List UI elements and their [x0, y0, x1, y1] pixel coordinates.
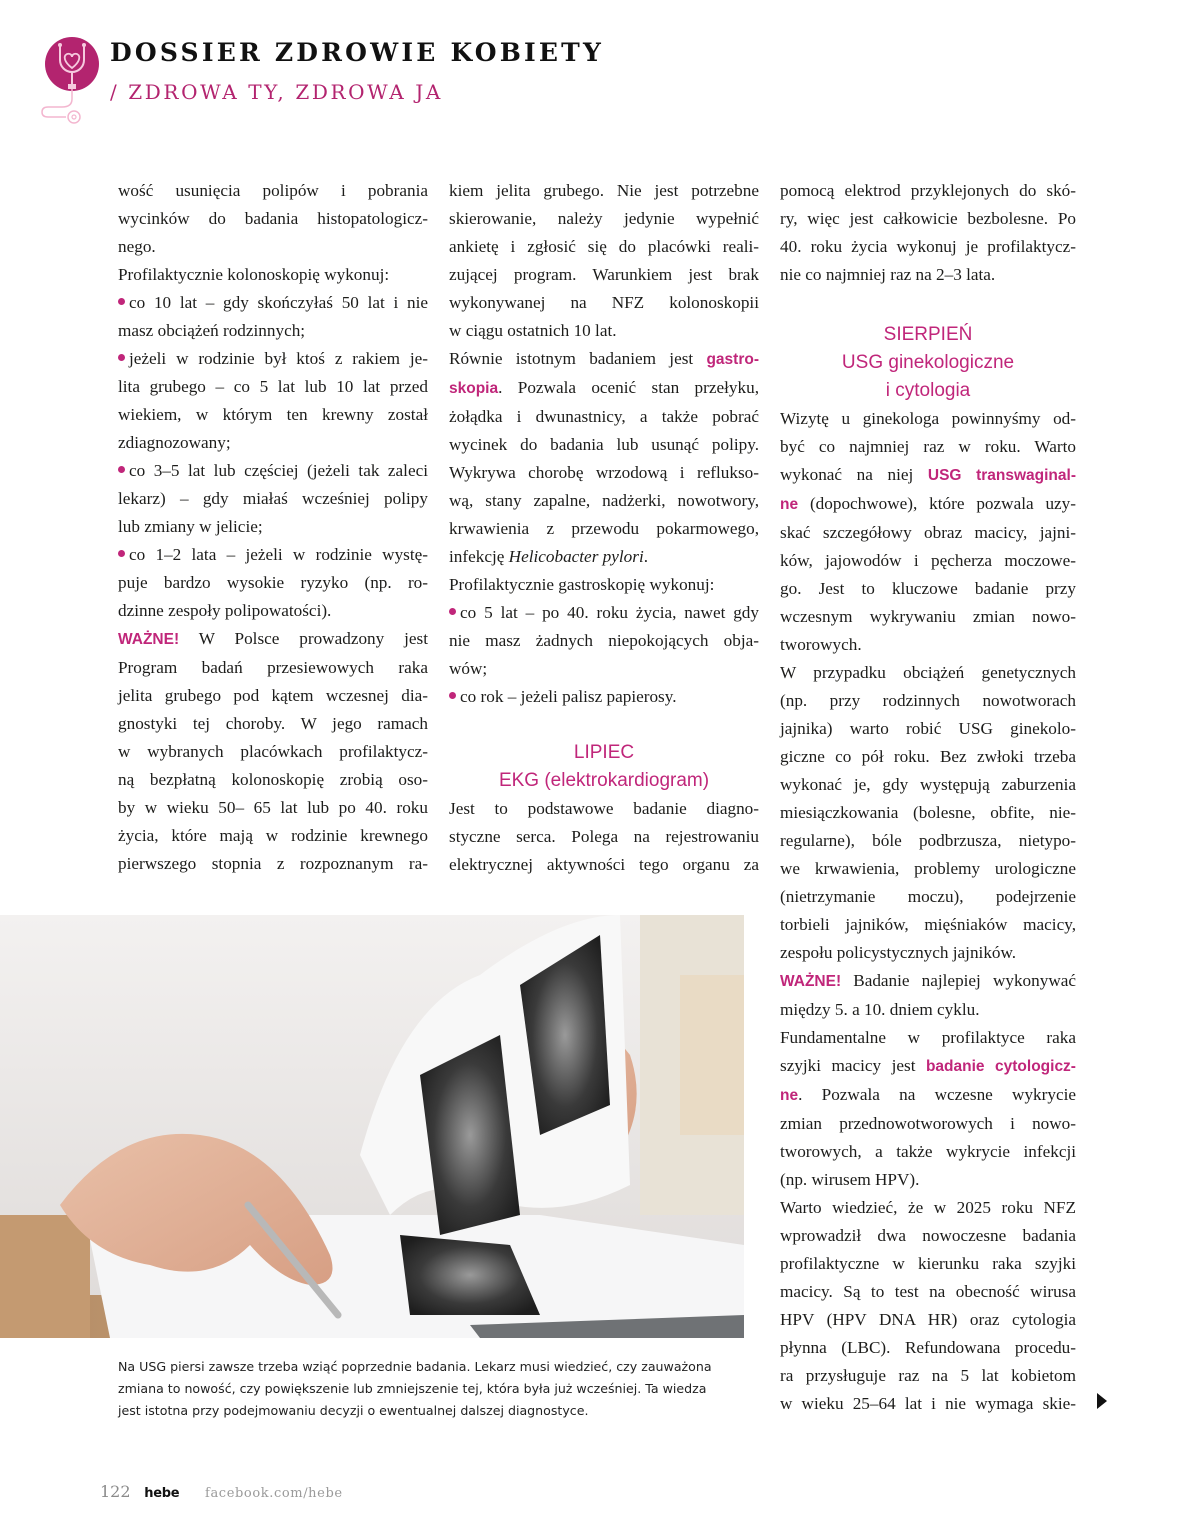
bullet-icon — [449, 692, 456, 699]
list-item: co 1–2 lata – jeżeli w rodzinie wystę- puje bardzo wysokie ryzyko (np. ro- dzinne zespoły polipowatości). — [118, 545, 428, 620]
page-subtitle: / ZDROWA TY, ZDROWA JA — [110, 80, 443, 104]
photo-caption: Na USG piersi zawsze trzeba wziąć poprzednie badania. Lekarz musi wiedzieć, czy zauważona zmiana to nowość, czy powiększenie lub zmniejszenie tej, która była już wcześniej. Ta wiedza jest istotna przy podejmowaniu decyzji o ewentualnej dalszej diagnostyce. — [118, 1359, 712, 1418]
paragraph-ekg-continued: pomocą elektrod przyklejonych do skó- ry, więc jest całkowicie bezbolesne. Po 40. roku życia wykonuj je profilaktycz- nie co najmniej raz na 2–3 lata. — [780, 181, 1076, 284]
bullet-icon — [118, 466, 125, 473]
page-title: DOSSIER ZDROWIE KOBIETY — [110, 38, 605, 67]
arrow-right-icon — [1097, 1393, 1107, 1409]
bullet-icon — [449, 608, 456, 615]
bullet-icon — [118, 550, 125, 557]
important-note: WAŻNE! Badanie najlepiej wykonywać między 5. a 10. dniem cyklu. — [780, 971, 1076, 1019]
paragraph-usg: Wizytę u ginekologa powinnyśmy od- być co najmniej raz w roku. Warto wykonać na niej USG transwaginal- ne (dopochwowe), które pozwala uzy- skać szczegółowy obraz macicy, jajni- ków, jajowodów i pęcherza moczowe- go. Jest to kluczowe badanie przy wczesnym wykrywaniu zmian nowo- tworowych. — [780, 409, 1076, 654]
article-photo — [0, 915, 744, 1338]
list-item: co 10 lat – gdy skończyłaś 50 lat i nie masz obciążeń rodzinnych; — [118, 293, 428, 340]
paragraph-genetic: W przypadku obciążeń genetycznych (np. przy rodzinnych nowotworach jajnika) warto robić USG ginekolo- giczne co pół roku. Bez zwłoki trzeba wykonać je, gdy występują zaburzenia miesiączkowania (bolesne, obfite, nie- regularne), bóle podbrzusza, nietypo- we krwawienia, problemy urologiczne (nietrzymanie moczu), podejrzenie torbieli jajników, mięśniaków macicy, zespołu policystycznych jajników. — [780, 663, 1076, 962]
bullet-list — [118, 289, 428, 625]
list-intro: Profilaktycznie gastroskopię wykonuj: — [449, 575, 715, 594]
stethoscope-heart-icon — [38, 32, 102, 132]
list-intro: Profilaktycznie kolonoskopię wykonuj: — [118, 265, 390, 284]
paragraph-screening-program: kiem jelita grubego. Nie jest potrzebne skierowanie, należy jedynie wypełnić ankietę i zgłosić się do placówki reali- zującej program. Warunkiem jest brak wykonywanej na NFZ kolonoskopii w ciągu ostatnich 10 lat. — [449, 181, 759, 340]
section-exam: EKG (elektrokardiogram) — [498, 770, 710, 791]
paragraph-nfz-2025: Warto wiedzieć, że w 2025 roku NFZ wprowadził dwa nowoczesne badania profilaktyczne w kierunku raka szyjki macicy. Są to test na obecność wirusa HPV (HPV DNA HR) oraz cytologia płynna (LBC). Refundowana procedu- ra przysługuje raz na 5 lat kobietom w wieku 25–64 lat i nie wymaga skie- — [780, 1198, 1076, 1413]
article-column-2 — [449, 177, 759, 879]
list-item: co 5 lat – po 40. roku życia, nawet gdy nie masz żadnych niepokojących obja- wów; — [449, 603, 759, 678]
brand-logo: hebe — [144, 1486, 180, 1501]
list-item: co rok – jeżeli palisz papierosy. — [449, 683, 759, 711]
highlight-cytology: badanie cytologicz- — [925, 1058, 1076, 1075]
paragraph-gastroscopy: Równie istotnym badaniem jest gastro- skopia. Pozwala ocenić stan przełyku, żołądka i dwunastnicy, a także pobrać wycinek do badania lub usunąć polipy. Wykrywa chorobę wrzodową i reflukso- wą, stany zapalne, nadżerki, nowotwory, krwawienia z przewodu pokarmowego, infekcję Helicobacter pylori. — [449, 349, 759, 566]
list-item: co 3–5 lat lub częściej (jeżeli tak zaleci lekarz) – gdy miałaś wcześniej polipy lub zmiany w jelicie; — [118, 461, 428, 536]
highlight-usg: USG transwaginal- — [927, 467, 1076, 484]
article-column-3 — [780, 177, 1076, 1418]
highlight-gastroscopy: gastro- — [706, 351, 759, 368]
social-link[interactable]: facebook.com/hebe — [205, 1486, 343, 1501]
paragraph-cytology: Fundamentalne w profilaktyce raka szyjki macicy jest badanie cytologicz- ne. Pozwala na wczesne wykrycie zmian przednowotworowych i nowo- tworowych, a także wykrycie infekcji (np. wirusem HPV). — [780, 1028, 1076, 1189]
photo-ultrasound-prints — [0, 915, 744, 1338]
important-label: WAŻNE! — [780, 973, 842, 990]
page-number: 122 — [100, 1482, 131, 1501]
section-exam: i cytologia — [885, 380, 971, 401]
important-label: WAŻNE! — [118, 631, 180, 648]
page-footer — [100, 1482, 343, 1502]
bullet-icon — [118, 354, 125, 361]
section-heading-august — [780, 321, 1076, 405]
list-item: jeżeli w rodzinie był ktoś z rakiem je- lita grubego – co 5 lat lub 10 lat przed wiekiem, w którym ten krewny został zdiagnozowany; — [118, 349, 428, 452]
bullet-list — [449, 599, 759, 711]
paragraph-polyps: wość usunięcia polipów i pobrania wycinków do badania histopatologicz- nego. — [118, 181, 428, 256]
paragraph-ekg: Jest to podstawowe badanie diagno- styczne serca. Polega na rejestrowaniu elektrycznej aktywności tego organu za — [449, 799, 759, 874]
important-note: WAŻNE! W Polsce prowadzony jest Program badań przesiewowych raka jelita grubego pod kątem wczesnej dia- gnostyki tej choroby. W jego ramach w wybranych placówkach profilaktycz- ną bezpłatną kolonoskopię zrobią oso- by w wieku 50– 65 lat lub po 40. roku życia, które mają w rodzinie krewnego pierwszego stopnia z rozpoznanym ra- — [118, 629, 428, 873]
section-heading-july — [449, 739, 759, 795]
article-column-1 — [118, 177, 428, 878]
section-exam: USG ginekologiczne — [841, 352, 1015, 373]
bullet-icon — [118, 298, 125, 305]
section-month: LIPIEC — [573, 742, 635, 763]
section-month: SIERPIEŃ — [883, 324, 973, 345]
